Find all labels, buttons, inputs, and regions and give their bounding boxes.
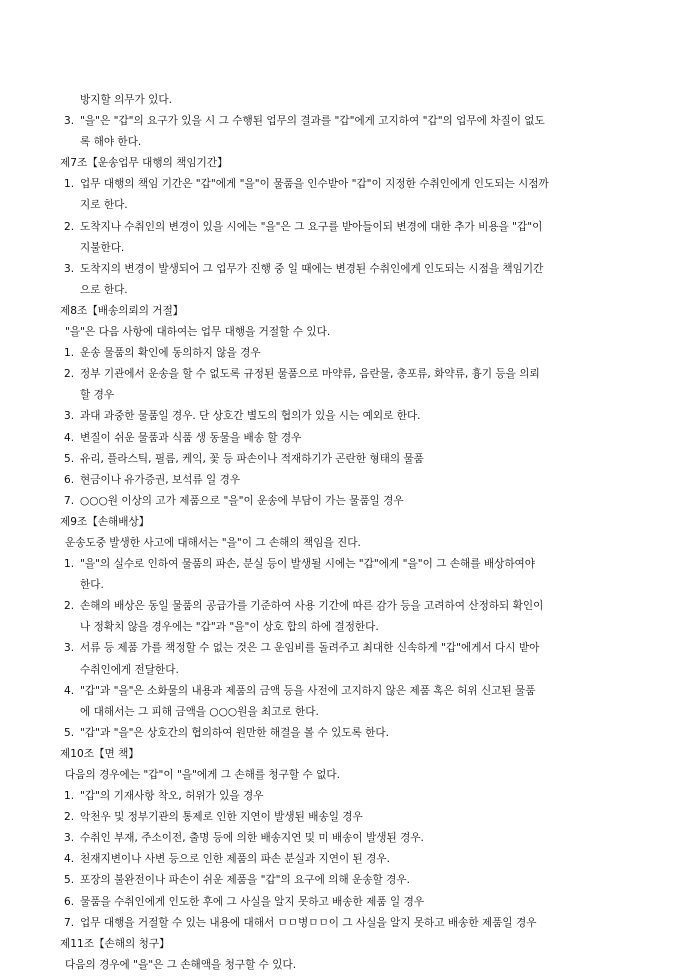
- item-text: "을"의 실수로 인하여 물품의 파손, 분실 등이 발생될 시에는 "갑"에게 "을"이 그 손해를 배상하여야: [80, 558, 536, 571]
- item-text: 포장의 불완전이나 파손이 쉬운 제품을 "갑"의 요구에 의해 운송할 경우.: [80, 874, 410, 887]
- list-item: [64, 259, 630, 280]
- item-text: 손해의 배상은 동일 물품의 공급가를 기준하여 사용 기간에 따른 감가 등을 고려하여 산정하되 확인이: [80, 600, 544, 613]
- article-intro: 운송도중 발생한 사고에 대해서는 "을"이 그 손해의 책임을 진다.: [65, 536, 361, 549]
- list-item: [64, 849, 630, 870]
- item-number: 3.: [64, 410, 75, 423]
- item-text: 도착지의 변경이 발생되어 그 업무가 진행 중 일 때에는 변경된 수취인에게 인도되는 시점을 책임기간: [80, 262, 544, 275]
- item-text: 물품을 수취인에게 인도한 후에 그 사실을 알지 못하고 배송한 제품 일 경우: [80, 895, 425, 908]
- list-item: [64, 554, 630, 575]
- list-item: [64, 786, 630, 807]
- list-item: [64, 428, 630, 449]
- item-number: 3.: [64, 262, 75, 275]
- list-item: [64, 638, 630, 659]
- item-number: 1.: [64, 178, 75, 191]
- list-item: [64, 470, 630, 491]
- article-heading: 제8조【배송의뢰의 거절】: [60, 304, 184, 317]
- article-heading: 제7조【운송업무 대행의 책임기간】: [60, 157, 228, 170]
- item-text: ○○○원 이상의 고가 제품으로 "을"이 운송에 부담이 가는 물품일 경우: [80, 494, 404, 507]
- list-item: [64, 217, 630, 238]
- item-text: 악천우 및 정부기관의 통제로 인한 지연이 발생된 배송일 경우: [80, 811, 363, 824]
- article-intro: "을"은 다음 사항에 대하여는 업무 대행을 거절할 수 있다.: [65, 326, 331, 339]
- list-item: [64, 807, 630, 828]
- item-text: 현금이나 유가증권, 보석류 일 경우: [80, 473, 241, 486]
- item-number: 4.: [64, 684, 75, 697]
- list-item: [64, 870, 630, 891]
- list-item: [64, 723, 630, 744]
- item-text: 정부 기관에서 운송을 할 수 없도록 규정된 물품으로 마약류, 음란물, 총포류, 화약류, 흉기 등을 의뢰: [80, 368, 540, 381]
- item-text: 과대 과중한 물품일 경우. 단 상호간 별도의 협의가 있을 시는 예외로 한다.: [80, 410, 421, 423]
- list-item: [64, 364, 630, 385]
- item-number: 2.: [64, 368, 75, 381]
- list-item: [64, 892, 630, 913]
- item-number: 4.: [64, 431, 75, 444]
- article-heading: 제10조【면 책】: [60, 747, 139, 760]
- item-text: "갑"과 "을"은 소화물의 내용과 제품의 금액 등을 사전에 고지하지 않은 제품 혹은 허위 신고된 물품: [80, 684, 536, 697]
- item-number: 3.: [64, 832, 75, 845]
- article-intro: 다음의 경우에 "을"은 그 손해액을 청구할 수 있다.: [65, 958, 297, 971]
- item-continuation: 록 해야 한다.: [80, 136, 142, 149]
- item-text: "갑"과 "을"은 상호간의 협의하여 원만한 해결을 볼 수 있도록 한다.: [80, 726, 390, 739]
- item-continuation: 나 정확치 않을 경우에는 "갑"과 "을"이 상호 합의 하에 결정한다.: [80, 621, 379, 634]
- item-continuation: 으로 한다.: [80, 283, 128, 296]
- item-number: 5.: [64, 874, 75, 887]
- list-item: [64, 449, 630, 470]
- item-continuation: 수취인에게 전달한다.: [80, 663, 179, 676]
- item-number: 1.: [64, 790, 75, 803]
- item-number: 5.: [64, 452, 75, 465]
- item-continuation: 지로 한다.: [80, 199, 128, 212]
- item-text: "을"은 "갑"의 요구가 있을 시 그 수행된 업무의 결과를 "갑"에게 고지하여 "갑"의 업무에 차질이 없도: [80, 115, 545, 128]
- article-intro: 다음의 경우에는 "갑"이 "을"에게 그 손해를 청구할 수 없다.: [65, 769, 340, 781]
- item-text: 도착지나 수취인의 변경이 있을 시에는 "을"은 그 요구를 받아들이되 변경에 대한 추가 비용을 "갑"이: [80, 220, 543, 233]
- item-number: 1.: [64, 347, 75, 360]
- list-item: [64, 596, 630, 617]
- item-number: 3.: [64, 642, 75, 655]
- item-continuation: 에 대해서는 그 피해 금액을 ○○○원을 최고로 한다.: [80, 705, 319, 718]
- item-text: 수취인 부재, 주소이전, 출명 등에 의한 배송지연 및 미 배송이 발생된 경우.: [80, 832, 424, 845]
- list-item: [64, 681, 630, 702]
- item-text: 업무 대행을 거절할 수 있는 내용에 대해서 ㅁㅁ병ㅁㅁ이 그 사실을 알지 못하고 배송한 제품일 경우: [80, 916, 537, 929]
- item-text: 서류 등 제품 가를 책정할 수 없는 것은 그 운임비를 돌려주고 최대한 신속하게 "갑"에게서 다시 받아: [80, 642, 540, 655]
- item-text: 변질이 쉬운 물품과 식품 생 동물을 배송 할 경우: [80, 431, 302, 444]
- item-continuation: 지불한다.: [80, 241, 125, 254]
- article-heading: 제9조【손해배상】: [60, 515, 150, 528]
- item-number: 3.: [64, 115, 75, 128]
- list-item: [64, 491, 630, 512]
- item-continuation: 한다.: [80, 579, 104, 592]
- item-number: 2.: [64, 220, 75, 233]
- item-text: "갑"의 기재사항 착오, 허위가 있을 경우: [80, 790, 264, 803]
- list-item: [64, 343, 630, 364]
- item-number: 2.: [64, 600, 75, 613]
- item-number: 2.: [64, 811, 75, 824]
- item-number: 4.: [64, 853, 75, 866]
- item-number: 1.: [64, 558, 75, 571]
- item-number: 7.: [64, 916, 75, 929]
- item-text: 운송 물품의 확인에 동의하지 않을 경우: [80, 347, 261, 360]
- item-text: 업무 대행의 책임 기간은 "갑"에게 "을"이 물품을 인수받아 "갑"이 지정한 수취인에게 인도되는 시점까: [80, 178, 549, 191]
- article-heading: 제11조【손해의 청구】: [60, 937, 170, 950]
- item-text: 유리, 플라스틱, 필름, 케익, 꽃 등 파손이나 적재하기가 곤란한 형태의 물품: [80, 452, 424, 465]
- item-number: 6.: [64, 895, 75, 908]
- list-item: [64, 828, 630, 849]
- item-number: 5.: [64, 726, 75, 739]
- list-item: [64, 913, 630, 934]
- list-item: [64, 174, 630, 195]
- item-continuation: 할 경우: [80, 389, 115, 402]
- list-item: [64, 111, 630, 132]
- item-number: 6.: [64, 473, 75, 486]
- item-text: 천재지변이나 사변 등으로 인한 제품의 파손 분실과 지연이 된 경우.: [80, 853, 390, 866]
- item-number: 7.: [64, 494, 75, 507]
- list-item: [64, 406, 630, 427]
- item-continuation: 방지할 의무가 있다.: [80, 94, 172, 106]
